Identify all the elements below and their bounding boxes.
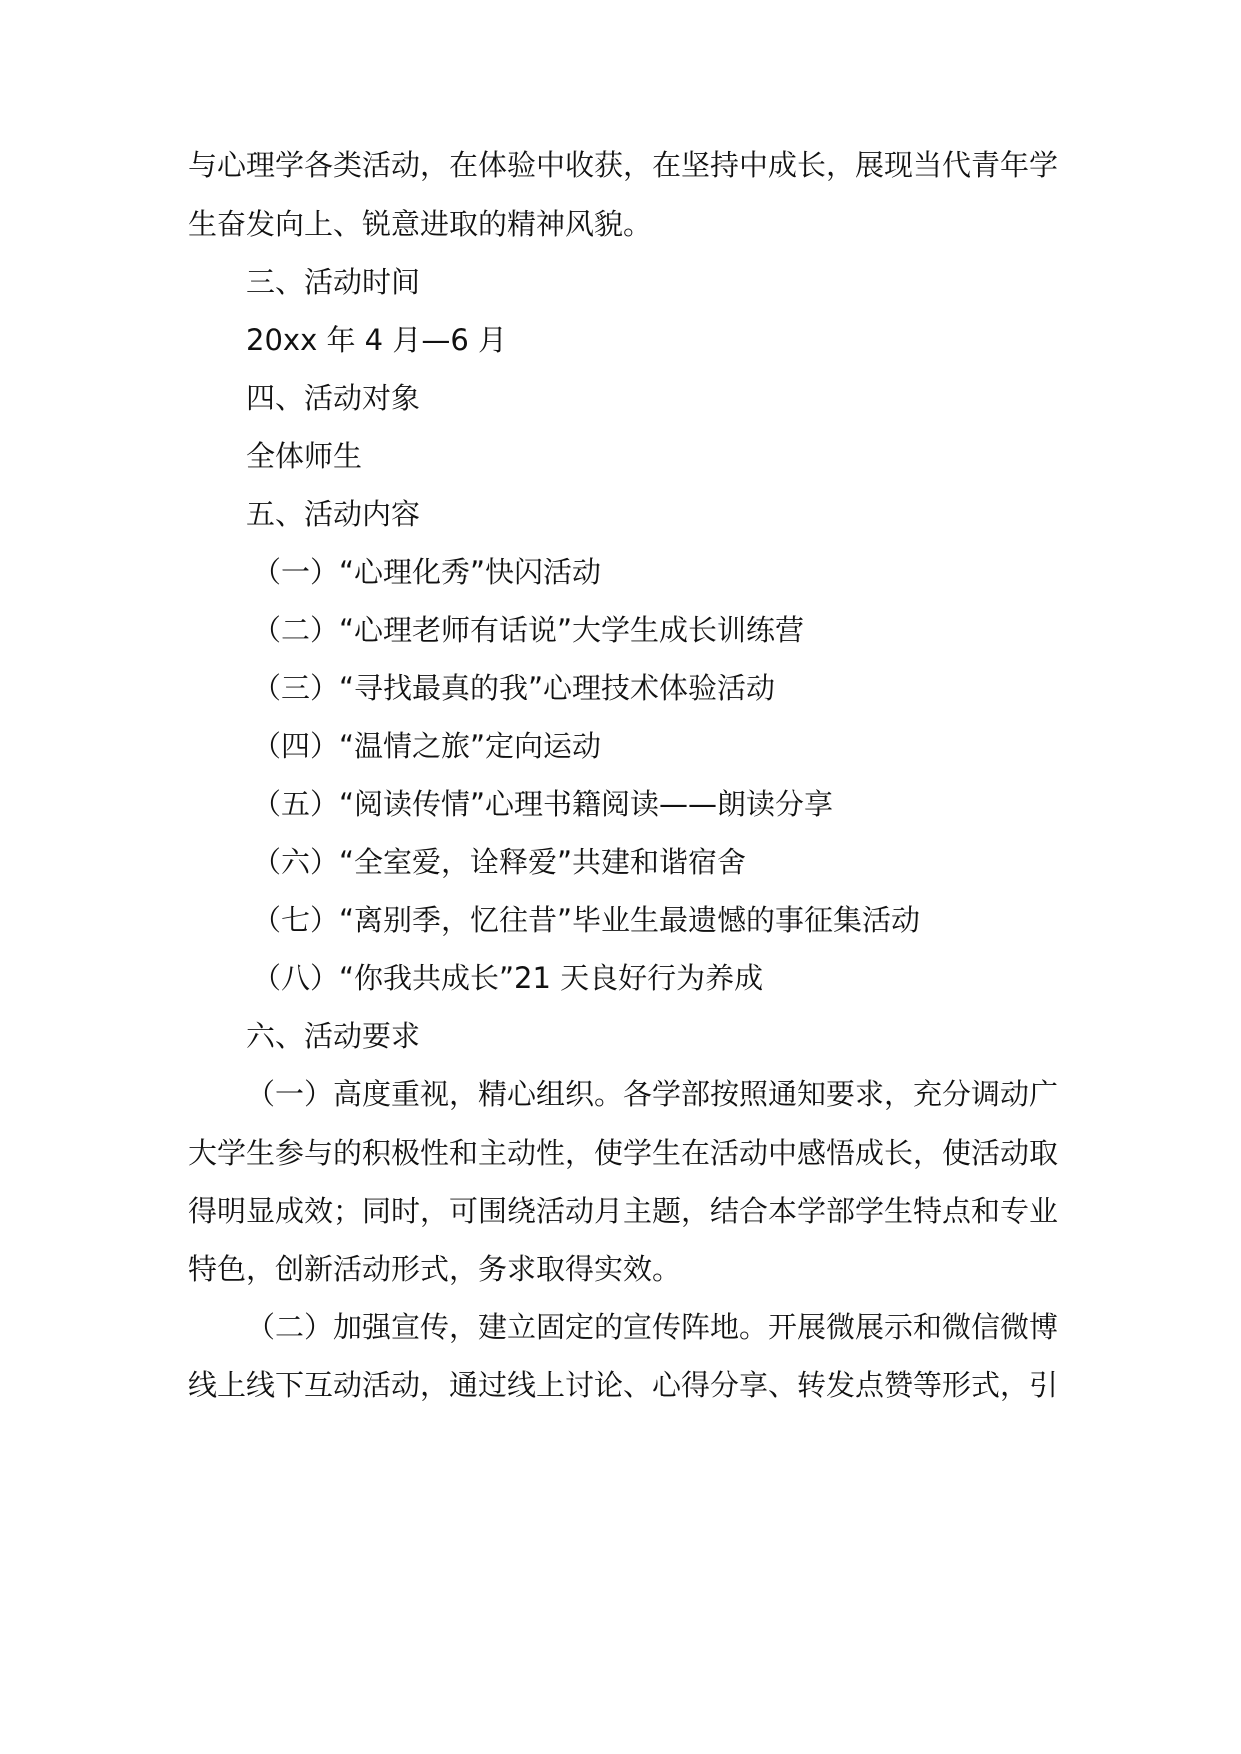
section-heading: 四、活动对象: [246, 381, 421, 415]
paragraph-line: 线上线下互动活动，通过线上讨论、心得分享、转发点赞等形式，引: [188, 1368, 1059, 1402]
paragraph-line: 得明显成效；同时，可围绕活动月主题，结合本学部学生特点和专业: [188, 1194, 1059, 1228]
list-item: （一）“心理化秀”快闪活动: [252, 555, 602, 589]
list-item: （七）“离别季，忆往昔”毕业生最遗憾的事征集活动: [252, 903, 921, 937]
paragraph-line: 生奋发向上、锐意进取的精神风貌。: [188, 207, 653, 241]
list-item: （二）“心理老师有话说”大学生成长训练营: [252, 613, 805, 647]
section-heading: 三、活动时间: [246, 265, 421, 299]
paragraph-line: 特色，创新活动形式，务求取得实效。: [188, 1252, 682, 1286]
section-heading: 五、活动内容: [246, 497, 421, 531]
paragraph-line: 大学生参与的积极性和主动性，使学生在活动中感悟成长，使活动取: [188, 1136, 1059, 1170]
section-text: 20xx 年 4 月—6 月: [246, 323, 508, 357]
paragraph-line: 与心理学各类活动，在体验中收获，在坚持中成长，展现当代青年学: [188, 148, 1059, 182]
list-item: （四）“温情之旅”定向运动: [252, 729, 602, 763]
section-heading: 六、活动要求: [246, 1019, 421, 1053]
list-item: （五）“阅读传情”心理书籍阅读——朗读分享: [252, 787, 834, 821]
paragraph-line: （一）高度重视，精心组织。各学部按照通知要求，充分调动广: [246, 1077, 1059, 1111]
list-item: （三）“寻找最真的我”心理技术体验活动: [252, 671, 776, 705]
list-item: （八）“你我共成长”21 天良好行为养成: [252, 961, 764, 995]
list-item: （六）“全室爱，诠释爱”共建和谐宿舍: [252, 845, 747, 879]
section-text: 全体师生: [246, 439, 363, 473]
paragraph-line: （二）加强宣传，建立固定的宣传阵地。开展微展示和微信微博: [246, 1310, 1059, 1344]
